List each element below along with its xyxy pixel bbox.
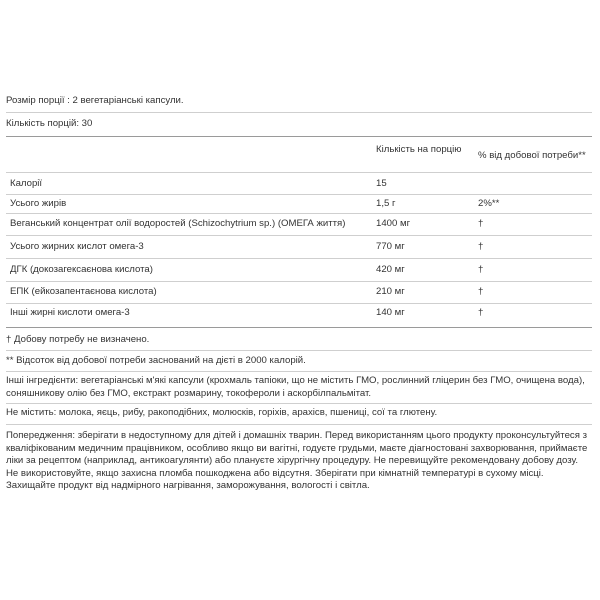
row-name: Інші жирні кислоти омега-3 xyxy=(10,307,130,318)
divider xyxy=(6,327,592,328)
serving-size: Розмір порції : 2 вегетаріанські капсули. xyxy=(6,95,184,106)
row-name: Калорії xyxy=(10,178,43,189)
header-daily-value: % від добової потреби** xyxy=(478,150,586,161)
other-ingredients: Інші інгредієнти: вегетаріанські м'які капсули (крохмаль тапіоки, що не містить ГМО, рослинний гліцерин без ГМО, очищена вода), соняшникову олію без ГМО, екстракт розмарину, токофероли і аскорбілпальмітат. xyxy=(6,375,585,399)
row-name: ДГК (докозагексаєнова кислота) xyxy=(10,264,153,275)
divider xyxy=(6,136,592,137)
row-amount: 15 xyxy=(376,178,387,189)
row-amount: 420 мг xyxy=(376,264,405,275)
divider xyxy=(6,424,592,425)
header-amount: Кількість на порцію xyxy=(376,144,462,155)
note-double-asterisk: ** Відсоток від добової потреби заснований на дієті в 2000 калорій. xyxy=(6,355,306,366)
row-dv: † xyxy=(478,264,484,275)
divider xyxy=(6,350,592,351)
warnings: Попередження: зберігати в недоступному для дітей і домашніх тварин. Перед використанням цього продукту проконсультуйтеся з кваліфікованим медичним працівником, особливо якщо ви вагітні, годуєте грудьми, маєте діагностовані захворювання, приймаєте ліки за рецептом (наприклад, антикоагулянти) або плануєте хірургічну процедуру. Не перевищуйте рекомендовану добову дозу. Не використовуйте, якщо захисна пломба пошкоджена або відсутня. Зберігати при кімнатній температурі в сухому місці. Захищайте продукт від надмірного нагрівання, заморожування, вологості і світла. xyxy=(6,430,588,492)
divider xyxy=(6,112,592,113)
row-amount: 210 мг xyxy=(376,286,405,297)
row-dv: † xyxy=(478,307,484,318)
divider xyxy=(6,403,592,404)
divider xyxy=(6,281,592,282)
allergen-free-statement: Не містить: молока, яєць, рибу, ракоподібних, молюсків, горіхів, арахісв, пшениці, сої та глютену. xyxy=(6,407,438,418)
row-name: Усього жирів xyxy=(10,198,67,209)
row-amount: 1400 мг xyxy=(376,218,411,229)
row-name: Усього жирних кислот омега-3 xyxy=(10,241,144,252)
row-dv: † xyxy=(478,218,484,229)
divider xyxy=(6,194,592,195)
divider xyxy=(6,172,592,173)
row-amount: 1,5 г xyxy=(376,198,396,209)
divider xyxy=(6,213,592,214)
row-dv: † xyxy=(478,241,484,252)
row-amount: 140 мг xyxy=(376,307,405,318)
divider xyxy=(6,371,592,372)
servings-count: Кількість порцій: 30 xyxy=(6,118,93,129)
row-dv: 2%** xyxy=(478,198,500,209)
row-name: ЕПК (ейкозапентаєнова кислота) xyxy=(10,286,157,297)
row-name: Веганський концентрат олії водоростей (Schizochytrium sp.) (ОМЕГА життя) xyxy=(10,218,346,229)
note-dagger: † Добову потребу не визначено. xyxy=(6,334,150,345)
row-amount: 770 мг xyxy=(376,241,405,252)
row-dv: † xyxy=(478,286,484,297)
divider xyxy=(6,235,592,236)
divider xyxy=(6,303,592,304)
divider xyxy=(6,258,592,259)
